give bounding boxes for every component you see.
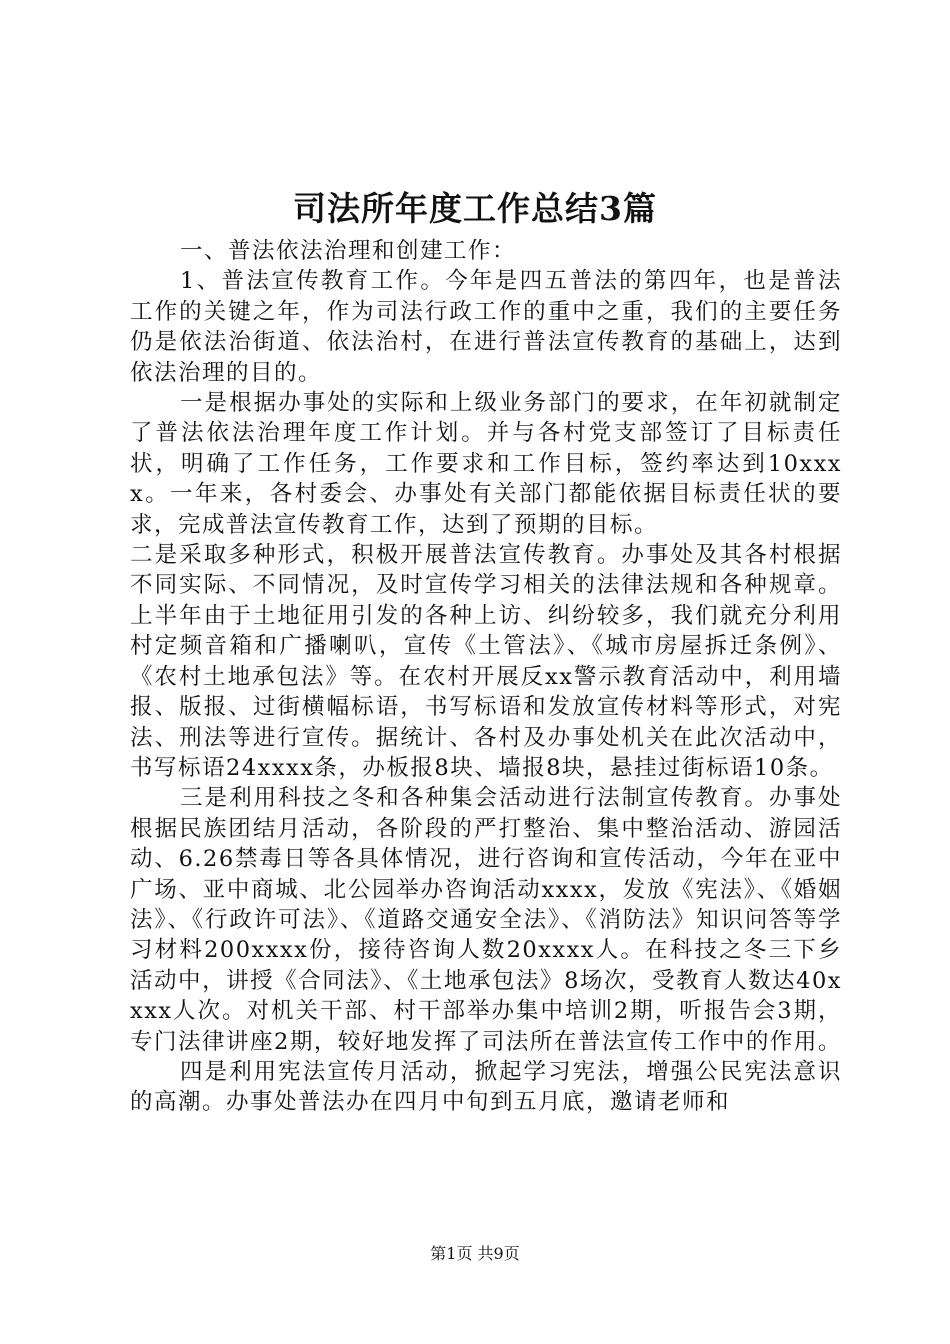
paragraph-1: 1、普法宣传教育工作。今年是四五普法的第四年，也是普法工作的关键之年，作为司法行政工作的重中之重，我们的主要任务仍是依法治街道、依法治村，在进行普法宣传教育的基础上，达到依法治理的目的。	[130, 268, 842, 386]
paragraph-3: 二是采取多种形式，积极开展普法宣传教育。办事处及其各村根据不同实际、不同情况，及时宣传学习相关的法律法规和各种规章。上半年由于土地征用引发的各种上访、纠纷较多，我们就充分利用村定频音箱和广播喇叭，宣传《土管法》、《城市房屋拆迁条例》、《农村土地承包法》等。在农村开展反xx警示教育活动中，利用墙报、版报、过街横幅标语，书写标语和发放宣传材料等形式，对宪法、刑法等进行宣传。据统计、各村及办事处机关在此次活动中，书写标语24xxxx条，办板报8块、墙报8块，悬挂过街标语10条。	[130, 542, 842, 781]
paragraph-5: 四是利用宪法宣传月活动，掀起学习宪法，增强公民宪法意识的高潮。办事处普法办在四月中旬到五月底，邀请老师和	[130, 1058, 842, 1116]
page-footer: 第1页 共9页	[430, 1244, 520, 1263]
document-body	[130, 236, 842, 1118]
paragraph-2: 一是根据办事处的实际和上级业务部门的要求，在年初就制定了普法依法治理年度工作计划。并与各村党支部签订了目标责任状，明确了工作任务，工作要求和工作目标，签约率达到10xxxx。一年来，各村委会、办事处有关部门都能依据目标责任状的要求，完成普法宣传教育工作，达到了预期的目标。	[130, 390, 842, 538]
paragraph-section-heading: 一、普法依法治理和创建工作：	[180, 238, 517, 264]
document-title: 司法所年度工作总结3篇	[293, 189, 657, 228]
paragraph-4: 三是利用科技之冬和各种集会活动进行法制宣传教育。办事处根据民族团结月活动，各阶段的严打整治、集中整治活动、游园活动、6.26禁毒日等各具体情况，进行咨询和宣传活动，今年在亚中广场、亚中商城、北公园举办咨询活动xxxx，发放《宪法》、《婚姻法》、《行政许可法》、《道路交通安全法》、《消防法》知识问答等学习材料200xxxx份，接待咨询人数20xxxx人。在科技之冬三下乡活动中，讲授《合同法》、《土地承包法》8场次，受教育人数达40xxxx人次。对机关干部、村干部举办集中培训2期，听报告会3期，专门法律讲座2期，较好地发挥了司法所在普法宣传工作中的作用。	[130, 785, 842, 1055]
